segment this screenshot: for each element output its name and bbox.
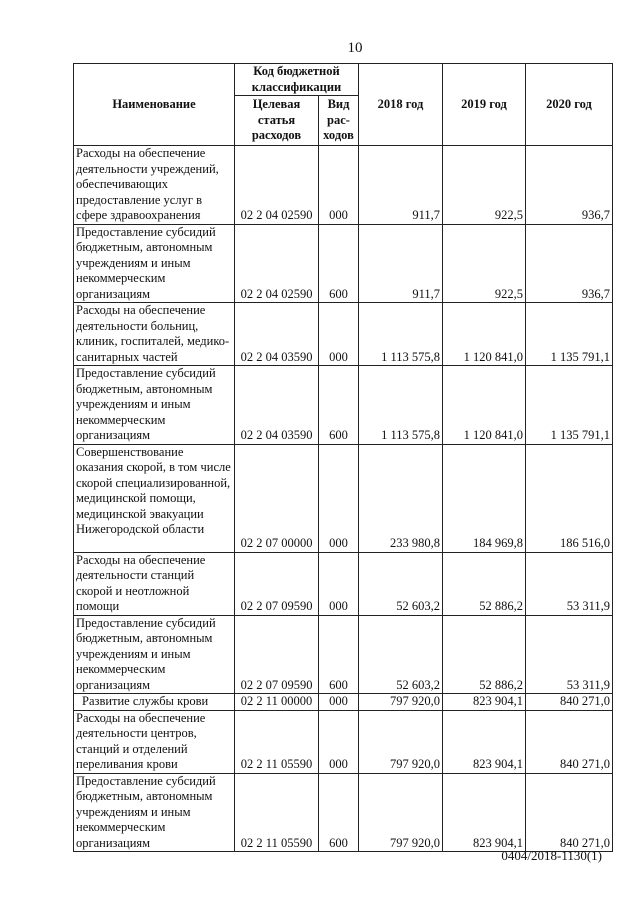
table-row (74, 552, 613, 615)
row-2018: 52 603,2 (359, 615, 443, 694)
row-kind: 000 (319, 444, 359, 552)
row-name: Предоставление субсидий бюджетным, автономным учреждениям и иным некоммерческим организациям (74, 366, 235, 445)
table-row (74, 444, 613, 552)
table-row (74, 366, 613, 445)
budget-table (73, 63, 613, 852)
row-2019: 52 886,2 (443, 552, 526, 615)
row-code: 02 2 07 00000 (235, 444, 319, 552)
row-name: Расходы на обеспечение деятельности станций скорой и неотложной помощи (74, 552, 235, 615)
row-2019: 823 904,1 (443, 773, 526, 852)
row-2018: 233 980,8 (359, 444, 443, 552)
row-2020: 1 135 791,1 (526, 303, 613, 366)
header-row-top (74, 64, 613, 96)
row-kind: 000 (319, 710, 359, 773)
header-2020: 2020 год (526, 64, 613, 146)
row-code: 02 2 04 03590 (235, 303, 319, 366)
row-2020: 1 135 791,1 (526, 366, 613, 445)
document-number: 0404/2018-1130(1) (501, 848, 602, 863)
row-code: 02 2 07 09590 (235, 552, 319, 615)
row-2019: 52 886,2 (443, 615, 526, 694)
table-row (74, 303, 613, 366)
row-code: 02 2 04 02590 (235, 146, 319, 225)
row-2018: 797 920,0 (359, 710, 443, 773)
header-kbk: Код бюджетной классификации (235, 64, 359, 96)
header-2019: 2019 год (443, 64, 526, 146)
row-name: Расходы на обеспечение деятельности учреждений, обеспечивающих предоставление услуг в сфере здравоохранения (74, 146, 235, 225)
table-row (74, 224, 613, 303)
row-kind: 000 (319, 146, 359, 225)
row-2019: 184 969,8 (443, 444, 526, 552)
row-name: Расходы на обеспечение деятельности центров, станций и отделений переливания крови (74, 710, 235, 773)
row-code: 02 2 04 02590 (235, 224, 319, 303)
row-kind: 600 (319, 615, 359, 694)
row-kind: 600 (319, 773, 359, 852)
row-name: Расходы на обеспечение деятельности больниц, клиник, госпиталей, медико-санитарных частей (74, 303, 235, 366)
row-name: Предоставление субсидий бюджетным, автономным учреждениям и иным некоммерческим организациям (74, 773, 235, 852)
row-2019: 823 904,1 (443, 694, 526, 711)
row-2018: 911,7 (359, 224, 443, 303)
row-2018: 911,7 (359, 146, 443, 225)
row-2020: 840 271,0 (526, 694, 613, 711)
row-2019: 1 120 841,0 (443, 366, 526, 445)
row-2020: 936,7 (526, 146, 613, 225)
row-2020: 936,7 (526, 224, 613, 303)
row-2018: 797 920,0 (359, 694, 443, 711)
row-kind: 000 (319, 303, 359, 366)
row-2019: 1 120 841,0 (443, 303, 526, 366)
table-row (74, 773, 613, 852)
header-2018: 2018 год (359, 64, 443, 146)
row-2020: 840 271,0 (526, 710, 613, 773)
row-code: 02 2 04 03590 (235, 366, 319, 445)
row-kind: 000 (319, 552, 359, 615)
header-target: Целевая статья расходов (235, 96, 319, 146)
row-kind: 600 (319, 224, 359, 303)
row-2020: 840 271,0 (526, 773, 613, 852)
row-code: 02 2 11 05590 (235, 773, 319, 852)
row-name: Развитие службы крови (74, 694, 235, 711)
row-2019: 823 904,1 (443, 710, 526, 773)
table-row (74, 615, 613, 694)
row-name: Предоставление субсидий бюджетным, автономным учреждениям и иным некоммерческим организациям (74, 615, 235, 694)
row-2020: 53 311,9 (526, 615, 613, 694)
header-name: Наименование (74, 64, 235, 146)
row-code: 02 2 11 05590 (235, 710, 319, 773)
row-kind: 000 (319, 694, 359, 711)
row-name: Совершенствование оказания скорой, в том числе скорой специализированной, медицинской помощи, медицинской эвакуации Нижегородской области (74, 444, 235, 552)
header-kind: Вид рас-ходов (319, 96, 359, 146)
table-row (74, 694, 613, 711)
page-number: 10 (347, 40, 363, 56)
row-2020: 186 516,0 (526, 444, 613, 552)
row-2018: 1 113 575,8 (359, 303, 443, 366)
row-2018: 1 113 575,8 (359, 366, 443, 445)
row-code: 02 2 07 09590 (235, 615, 319, 694)
row-2018: 52 603,2 (359, 552, 443, 615)
row-code: 02 2 11 00000 (235, 694, 319, 711)
row-2019: 922,5 (443, 224, 526, 303)
table-row (74, 710, 613, 773)
row-2020: 53 311,9 (526, 552, 613, 615)
row-2018: 797 920,0 (359, 773, 443, 852)
table-row (74, 146, 613, 225)
row-kind: 600 (319, 366, 359, 445)
row-2019: 922,5 (443, 146, 526, 225)
row-name: Предоставление субсидий бюджетным, автономным учреждениям и иным некоммерческим организациям (74, 224, 235, 303)
